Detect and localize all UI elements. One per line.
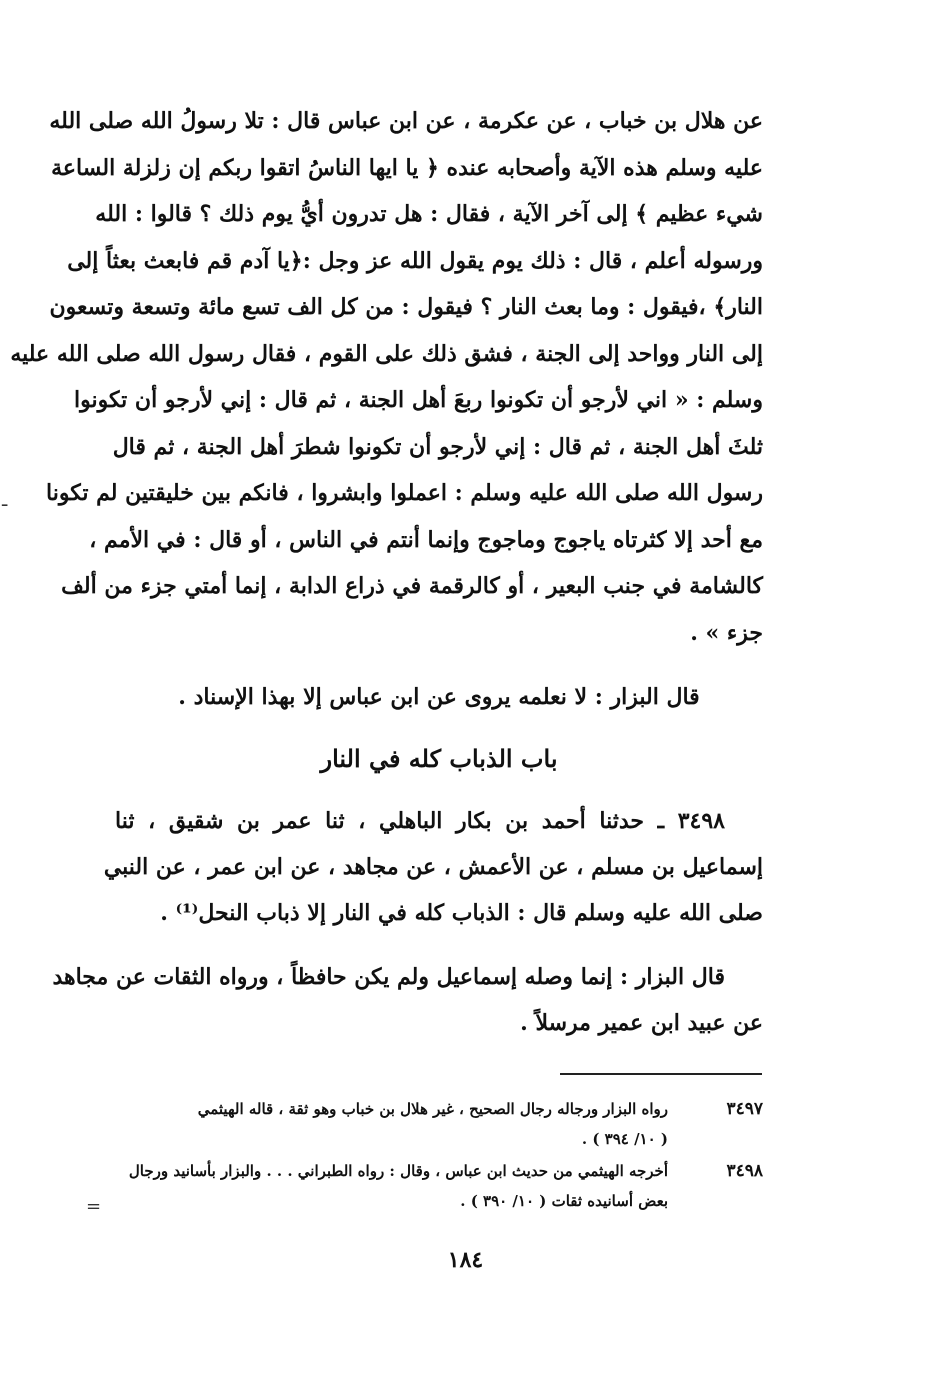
hadith-3498 — [103, 798, 763, 936]
footnote-line: ( ١٠/ ٣٩٤ ) . — [581, 1130, 668, 1148]
main-text-line: رسول الله صلى الله عليه وسلم : اعملوا وابشروا ، فانكم بين خليقتين لم تكونا — [46, 480, 763, 506]
footnote — [115, 1156, 763, 1216]
main-text-line: ورسوله أعلم ، قال : ذلك يوم يقول الله عز وجل :﴿يا آدم قم فابعث بعثاً إلى — [67, 247, 763, 274]
hadith-line: إسماعيل بن مسلم ، عن الأعمش ، عن مجاهد ، عن ابن عمر ، عن النبي — [103, 854, 763, 880]
page-number: ١٨٤ — [447, 1247, 484, 1273]
footnote-line: رواه البزار ورجاله رجال الصحيح ، غير هلال بن خباب وهو ثقة ، قاله الهيثمي — [197, 1100, 668, 1118]
footnote-divider — [560, 1073, 762, 1075]
footnote-number: ٣٤٩٧ — [726, 1099, 763, 1119]
main-text-line: وسلم : « اني لأرجو أن تكونوا ربعَ أهل الجنة ، ثم قال : إني لأرجو أن تكونوا — [74, 387, 763, 413]
main-text-line: مع أحد إلا كثرتاه ياجوج وماجوج وإنما أنتم في الناس ، أو قال : في الأمم ، — [89, 526, 763, 553]
bazzar-note: قال البزار : لا نعلمه يروى عن ابن عباس إلا بهذا الإسناد . — [178, 684, 700, 710]
main-text-line: عن هلال بن خباب ، عن عكرمة ، عن ابن عباس قال : تلا رسولُ الله صلى الله — [49, 108, 763, 134]
main-text-line: شيء عظيم ﴾ إلى آخر الآية ، فقال : هل تدرون أيُّ يوم ذلك ؟ قالوا : الله — [95, 201, 763, 227]
margin-mark: = — [86, 1196, 102, 1217]
chapter-title: باب الذباب كله في النار — [320, 744, 558, 773]
note-line: عن عبيد ابن عمير مرسلاً . — [520, 1010, 763, 1036]
main-text-block — [10, 98, 763, 656]
main-text-line: إلى النار وواحد إلى الجنة ، فشق ذلك على القوم ، فقال رسول الله صلى الله عليه — [10, 340, 763, 367]
note-line: قال البزار : إنما وصله إسماعيل ولم يكن حافظاً ، ورواه الثقات عن مجاهد — [52, 964, 725, 990]
margin-mark: ـ — [2, 490, 8, 511]
footnote-number: ٣٤٩٨ — [726, 1161, 763, 1181]
footnote — [115, 1094, 763, 1154]
main-text-line: جزء » . — [690, 619, 763, 646]
main-text-line: النار﴾ ،فيقول : وما بعث النار ؟ فيقول : من كل الف تسع مائة وتسعة وتسعون — [49, 294, 763, 320]
footnote-line: أخرجه الهيثمي من حديث ابن عباس ، وقال : رواه الطبراني . . . والبزار بأسانيد ورجال — [128, 1162, 668, 1180]
main-text-line: كالشامة في جنب البعير ، أو كالرقمة في ذراع الدابة ، إنما أمتي جزء من ألف — [61, 573, 763, 599]
hadith-line: صلى الله عليه وسلم قال : الذباب كله في النار إلا ذباب النحل⁽¹⁾ . — [160, 900, 763, 926]
main-text-line: ثلثَ أهل الجنة ، ثم قال : إني لأرجو أن تكونوا شطرَ أهل الجنة ، ثم قال — [112, 433, 763, 460]
main-text-line: عليه وسلم هذه الآية وأصحابه عنده ﴿ يا ايها الناسُ اتقوا ربكم إن زلزلة الساعة — [51, 154, 763, 181]
bazzar-note-2 — [52, 954, 763, 1046]
footnote-line: بعض أسانيده ثقات ( ١٠/ ٣٩٠ ) . — [460, 1192, 668, 1210]
hadith-line: ٣٤٩٨ ـ حدثنا أحمد بن بكار الباهلي ، ثنا عمر بن شقيق ، ثنا — [115, 808, 725, 834]
